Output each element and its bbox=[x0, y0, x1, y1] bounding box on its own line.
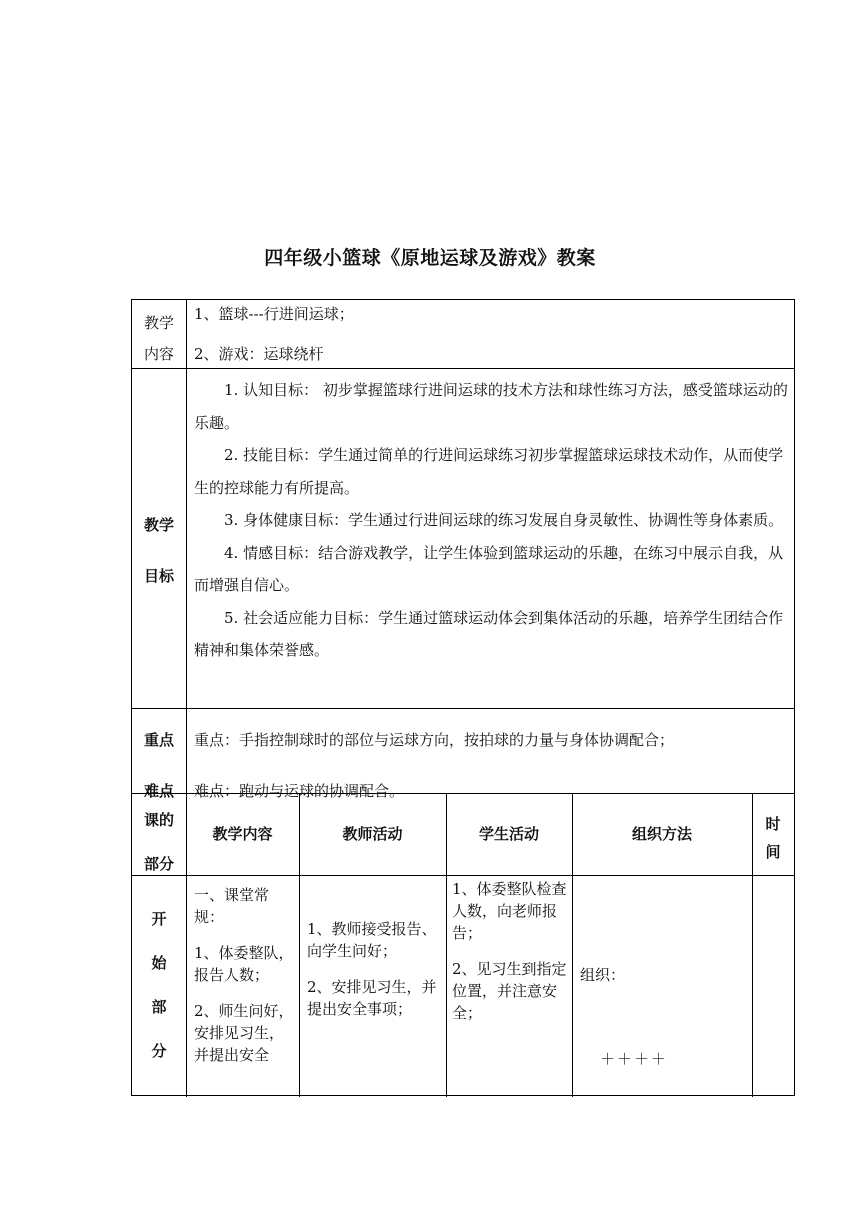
start-student bbox=[452, 878, 568, 1024]
label-line: 内容 bbox=[143, 345, 174, 363]
difficult-point-text: 难点：跑动与运球的协调配合。 bbox=[194, 782, 405, 800]
teacher-line: 2、安排见习生，并提出安全事项； bbox=[307, 978, 437, 1018]
row-divider bbox=[132, 875, 794, 876]
lesson-plan-table bbox=[131, 299, 795, 1096]
start-content bbox=[194, 884, 294, 1066]
content-section-body bbox=[194, 300, 784, 368]
content-item: 1、篮球---行进间运球； bbox=[194, 305, 354, 323]
teacher-line: 1、教师接受报告、向学生问好； bbox=[307, 920, 437, 960]
header-line: 时 bbox=[765, 815, 781, 833]
goal-item: 5. 社会适应能力目标：学生通过篮球运动体会到集体活动的乐趣，培养学生团结合作精神和集体荣誉感。 bbox=[194, 608, 784, 659]
label-char: 始 bbox=[151, 954, 167, 972]
goal-item: 4. 情感目标：结合游戏教学，让学生体验到篮球运动的乐趣，在练习中展示自我，从而增强自信心。 bbox=[194, 543, 784, 594]
goals-section-label bbox=[132, 500, 186, 602]
header-teacher: 教师活动 bbox=[342, 825, 403, 843]
start-teacher bbox=[307, 918, 443, 1020]
content-line: 1、体委整队，报告人数； bbox=[194, 944, 294, 984]
content-line: 2、师生问好，安排见习生，并提出安全 bbox=[194, 1002, 294, 1064]
page-title: 四年级小篮球《原地运球及游戏》教案 bbox=[264, 247, 596, 269]
content-item: 2、游戏：运球绕杆 bbox=[194, 345, 324, 363]
row-divider bbox=[132, 708, 794, 709]
goals-section-body bbox=[194, 374, 788, 667]
goal-item: 1. 认知目标： 初步掌握篮球行进间运球的技术方法和球性练习方法，感受篮球运动的乐趣。 bbox=[194, 381, 788, 432]
content-section-label bbox=[132, 308, 186, 370]
student-line: 2、见习生到指定位置，并注意安全； bbox=[452, 960, 567, 1022]
label-char: 分 bbox=[151, 1042, 167, 1060]
header-line: 课的 bbox=[143, 811, 174, 829]
formation-marks: ＋＋＋＋ bbox=[600, 1050, 669, 1068]
goal-item: 3. 身体健康目标：学生通过行进间运球的练习发展自身灵敏性、协调性等身体素质。 bbox=[224, 511, 784, 529]
header-part bbox=[132, 798, 186, 886]
label-line: 教学 bbox=[143, 516, 174, 534]
header-organize: 组织方法 bbox=[631, 825, 692, 843]
goal-item: 2. 技能目标：学生通过简单的行进间运球练习初步掌握篮球运球技术动作，从而使学生的控球能力有所提高。 bbox=[194, 446, 784, 497]
header-content: 教学内容 bbox=[212, 825, 273, 843]
start-organize-label: 组织： bbox=[580, 966, 626, 984]
label-char: 部 bbox=[151, 998, 167, 1016]
start-part-label bbox=[132, 897, 186, 1073]
key-point-text: 重点：手指控制球时的部位与运球方向，按拍球的力量与身体协调配合； bbox=[194, 731, 675, 749]
label-char: 开 bbox=[151, 910, 167, 928]
content-line: 一、课堂常规： bbox=[194, 886, 270, 926]
label-line: 重点 bbox=[143, 731, 174, 749]
header-line: 间 bbox=[765, 843, 781, 861]
header-line: 部分 bbox=[143, 855, 174, 873]
label-line: 教学 bbox=[143, 314, 174, 332]
header-student: 学生活动 bbox=[478, 825, 539, 843]
header-time bbox=[752, 810, 794, 866]
student-line: 1、体委整队检查人数，向老师报告； bbox=[452, 880, 567, 942]
column-divider bbox=[186, 300, 187, 1097]
label-line: 目标 bbox=[143, 567, 174, 585]
row-divider bbox=[132, 368, 794, 369]
label-line: 难点 bbox=[143, 782, 174, 800]
